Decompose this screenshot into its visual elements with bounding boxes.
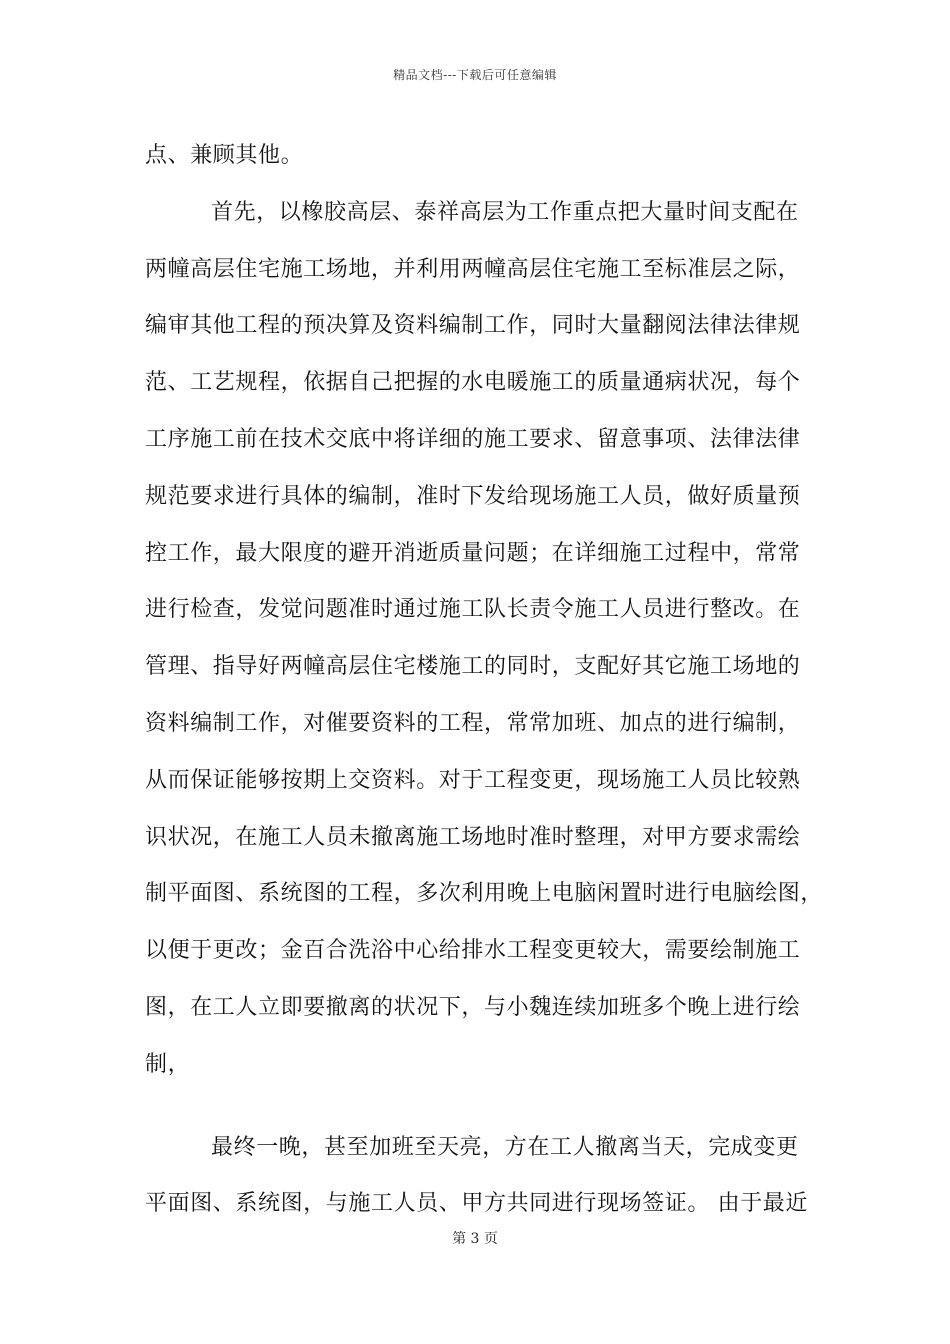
text-line: 首先，以橡胶高层、泰祥高层为工作重点把大量时间支配在 [211, 199, 799, 225]
page-number: 第 3 页 [452, 1231, 498, 1247]
text-line: 从而保证能够按期上交资料。对于工程变更，现场施工人员比较熟 [145, 767, 801, 793]
text-line: 编审其他工程的预决算及资料编制工作，同时大量翻阅法律法律规 [145, 313, 801, 339]
text-line: 点、兼顾其他。 [145, 143, 304, 168]
text-line: 进行检查，发觉问题准时通过施工队长责令施工人员进行整改。在 [145, 597, 801, 623]
text-line: 制平面图、系统图的工程，多次利用晚上电脑闲置时进行电脑绘图， [145, 881, 824, 907]
text-line: 识状况，在施工人员未撤离施工场地时准时整理，对甲方要求需绘 [145, 824, 801, 850]
text-line: 平面图、系统图，与施工人员、甲方共同进行现场签证。 由于最近 [145, 1191, 808, 1217]
paragraph-3 [145, 1120, 825, 1234]
text-line: 最终一晚，甚至加班至天亮，方在工人撤离当天，完成变更 [211, 1134, 799, 1160]
text-line: 控工作，最大限度的避开消逝质量问题；在详细施工过程中，常常 [145, 540, 801, 566]
page-header: 精品文档---下载后可任意编辑 [393, 68, 557, 82]
text-line: 工序施工前在技术交底中将详细的施工要求、留意事项、法律法律 [145, 426, 801, 452]
document-body [145, 128, 825, 1233]
text-line: 图，在工人立即要撤离的状况下，与小魏连续加班多个晚上进行绘 [145, 994, 801, 1020]
text-line: 范、工艺规程，依据自己把握的水电暖施工的质量通病状况，每个 [145, 370, 801, 396]
text-line: 两幢高层住宅施工场地，并利用两幢高层住宅施工至标准层之际， [145, 256, 801, 282]
text-line: 规范要求进行具体的编制，准时下发给现场施工人员，做好质量预 [145, 483, 801, 509]
text-line: 制， [145, 1051, 191, 1077]
text-line: 管理、指导好两幢高层住宅楼施工的同时，支配好其它施工场地的 [145, 654, 801, 680]
paragraph-2 [145, 185, 825, 1094]
text-line: 资料编制工作，对催要资料的工程，常常加班、加点的进行编制， [145, 710, 801, 736]
paragraph-gap [145, 1094, 825, 1120]
paragraph-1 [145, 128, 825, 185]
text-line: 以便于更改；金百合洗浴中心给排水工程变更较大，需要绘制施工 [145, 938, 801, 964]
